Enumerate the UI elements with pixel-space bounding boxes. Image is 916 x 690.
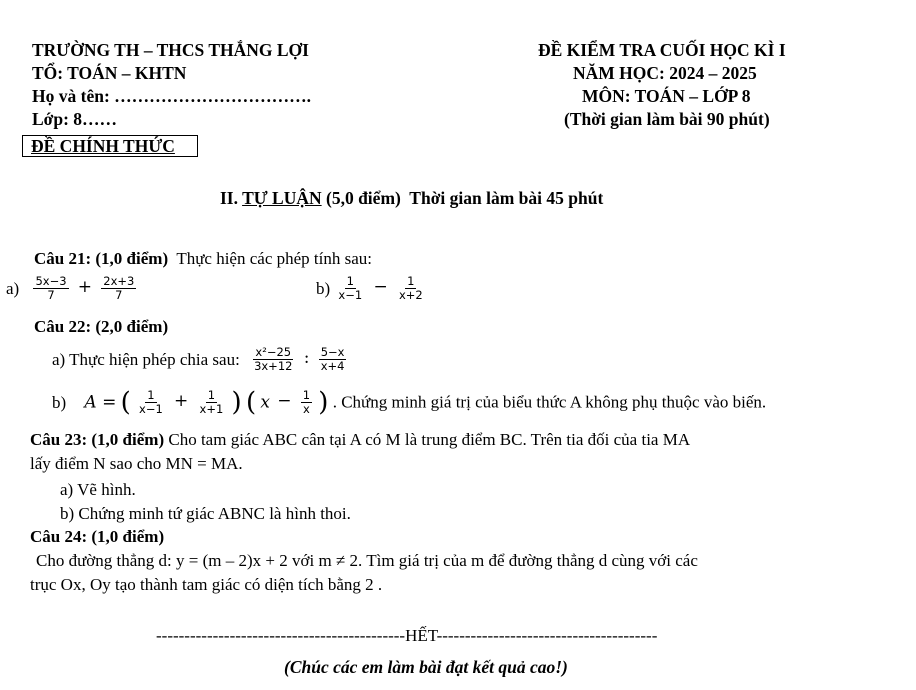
fraction: $\frac{\text{x²−25}}{3x+12}$ (254, 345, 293, 373)
subject: MÔN: TOÁN – LỚP 8 (582, 86, 751, 106)
question-23: Câu 23: (1,0 điểm) Cho tam giác ABC cân tại A có M là trung điểm BC. Trên tia đối của tia MA (30, 430, 691, 449)
question-24-text1: Cho đường thẳng d: y = (m – 2)x + 2 với m ≠ 2. Tìm giá trị của m để đường thẳng d cùng với các (36, 551, 698, 570)
question-21-label: Câu 21: (1,0 điểm) (34, 249, 169, 268)
question-22-label: Câu 22: (2,0 điểm) (34, 317, 169, 336)
section-title: II. TỰ LUẬN (5,0 điểm) Thời gian làm bài 45 phút (220, 188, 604, 208)
section-name: TỰ LUẬN (242, 188, 322, 208)
question-22-a: a) Thực hiện phép chia sau: $\frac{\text{x²−25}}{3x+12}$ : $\frac{5-x}{x+4}$ (52, 345, 345, 373)
exam-title: ĐỀ KIỂM TRA CUỐI HỌC KÌ I (538, 40, 786, 60)
fraction: $\frac{2x+3}{7}$ (103, 274, 135, 302)
question-24-label: Câu 24: (1,0 điểm) (30, 527, 165, 546)
department: TỔ: TOÁN – KHTN (32, 63, 187, 83)
question-21-a: a) $\frac{5x-3}{7}$ + $\frac{2x+3}{7}$ (6, 274, 135, 302)
fraction: $\frac{1}{x-1}$ (338, 274, 363, 302)
question-23-label: Câu 23: (1,0 điểm) (30, 430, 165, 449)
official-label-box (22, 135, 198, 157)
question-23-line2: lấy điểm N sao cho MN = MA. (30, 454, 243, 473)
question-22-b: b) A = ( $\frac{1}{x-1}$ + $\frac{1}{x+1}$ ) ( x − $\frac{1}{x}$ ) . Chứng minh giá trị của biểu thức A không phụ thuộc vào biến. (52, 387, 767, 418)
fraction: $\frac{1}{x}$ (302, 388, 311, 416)
question-23-b: b) Chứng minh tứ giác ABNC là hình thoi. (60, 504, 351, 523)
fraction: $\frac{5-x}{x+4}$ (320, 345, 345, 373)
class-line: Lớp: 8…… (32, 109, 118, 129)
question-21-b: b) $\frac{1}{x-1}$ − $\frac{1}{x+2}$ (316, 274, 423, 302)
fraction: $\frac{1}{x-1}$ (139, 388, 163, 416)
question-21 (34, 249, 372, 269)
fraction: $\frac{1}{x+2}$ (398, 274, 423, 302)
official-label: ĐỀ CHÍNH THỨC (22, 135, 198, 157)
question-21-text: Thực hiện các phép tính sau: (176, 249, 372, 268)
school-name: TRƯỜNG TH – THCS THẮNG LỢI (32, 40, 309, 60)
fraction: $\frac{5x-3}{7}$ (35, 274, 67, 302)
closing-wish: (Chúc các em làm bài đạt kết quả cao!) (284, 657, 568, 677)
duration: (Thời gian làm bài 90 phút) (564, 109, 770, 129)
school-year: NĂM HỌC: 2024 – 2025 (573, 63, 757, 83)
fraction: $\frac{1}{x+1}$ (199, 388, 224, 416)
question-23-a: a) Vẽ hình. (60, 480, 136, 499)
question-24-text2: trục Ox, Oy tạo thành tam giác có diện tích bằng 2 . (30, 575, 383, 594)
student-name-line: Họ và tên: ……………………………. (32, 86, 312, 106)
end-line: --------------------------------------------HẾT--------------------------------------- (156, 626, 658, 645)
